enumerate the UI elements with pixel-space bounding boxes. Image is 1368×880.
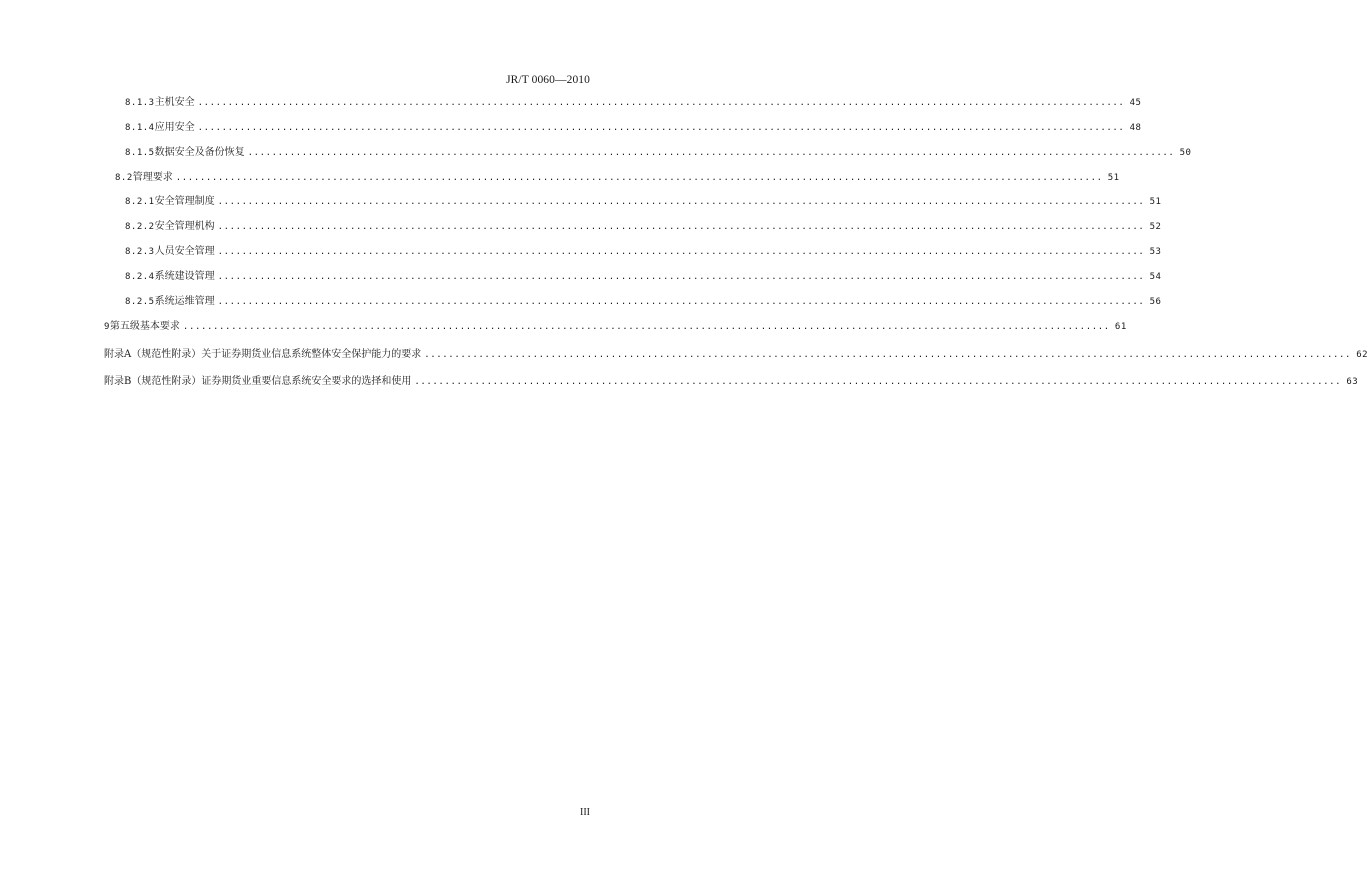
toc-entry-8-1-4[interactable] bbox=[125, 121, 1142, 135]
dot-leader: .......................................................................................................................................................... bbox=[217, 197, 1145, 207]
toc-entry-page: 51 bbox=[1149, 197, 1162, 207]
toc-entry-title: 应用安全 bbox=[154, 122, 195, 133]
toc-entry-title: 安全管理机构 bbox=[154, 221, 215, 232]
toc-entry-title: 人员安全管理 bbox=[154, 246, 215, 257]
dot-leader: .......................................................................................................................................................... bbox=[197, 98, 1125, 108]
toc-entry-8-1-5[interactable] bbox=[125, 146, 1192, 160]
toc-entry-page: 50 bbox=[1179, 148, 1192, 158]
toc-entry-number: 8.2 bbox=[115, 173, 133, 183]
toc-entry-appendix-b[interactable] bbox=[104, 375, 1359, 389]
toc-entry-number: 8.2.4 bbox=[125, 272, 155, 282]
toc-entry-number: 8.2.5 bbox=[125, 297, 155, 307]
dot-leader: .......................................................................................................................................................... bbox=[217, 297, 1145, 307]
toc-entry-page: 56 bbox=[1149, 297, 1162, 307]
dot-leader: .......................................................................................................................................................... bbox=[247, 148, 1175, 158]
dot-leader: .......................................................................................................................................................... bbox=[182, 322, 1110, 332]
toc-entry-title: 数据安全及备份恢复 bbox=[154, 147, 245, 158]
toc-entry-8-2-1[interactable] bbox=[125, 195, 1162, 209]
dot-leader: .......................................................................................................................................................... bbox=[217, 222, 1145, 232]
toc-entry-title: 系统运维管理 bbox=[154, 296, 215, 307]
toc-entry-number: 8.2.2 bbox=[125, 222, 155, 232]
toc-entry-number: 附录A（规范性附录） bbox=[104, 349, 202, 360]
dot-leader: .......................................................................................................................................................... bbox=[217, 272, 1145, 282]
document-code-header: JR/T 0060—2010 bbox=[506, 74, 590, 86]
toc-entry-number: 附录B（规范性附录） bbox=[104, 376, 202, 387]
toc-entry-title: 第五级基本要求 bbox=[109, 321, 180, 332]
toc-entry-number: 9 bbox=[104, 322, 110, 332]
dot-leader: .......................................................................................................................................................... bbox=[197, 123, 1125, 133]
toc-entry-8-2-2[interactable] bbox=[125, 220, 1162, 234]
toc-entry-page: 48 bbox=[1129, 123, 1142, 133]
toc-entry-page: 51 bbox=[1107, 173, 1120, 183]
toc-entry-title: 证券期货业重要信息系统安全要求的选择和使用 bbox=[201, 376, 412, 387]
toc-entry-page: 61 bbox=[1114, 322, 1127, 332]
toc-entry-title: 关于证券期货业信息系统整体安全保护能力的要求 bbox=[201, 349, 422, 360]
toc-entry-title: 管理要求 bbox=[132, 172, 173, 183]
toc-entry-8-2-5[interactable] bbox=[125, 295, 1162, 309]
toc-entry-8-1-3[interactable] bbox=[125, 96, 1142, 110]
toc-entry-title: 安全管理制度 bbox=[154, 196, 215, 207]
dot-leader: .......................................................................................................................................................... bbox=[414, 377, 1342, 387]
toc-entry-number: 8.1.3 bbox=[125, 98, 155, 108]
dot-leader: .......................................................................................................................................................... bbox=[175, 173, 1103, 183]
toc-entry-number: 8.1.4 bbox=[125, 123, 155, 133]
toc-entry-page: 54 bbox=[1149, 272, 1162, 282]
toc-entry-number: 8.2.1 bbox=[125, 197, 155, 207]
toc-entry-number: 8.1.5 bbox=[125, 148, 155, 158]
toc-entry-page: 53 bbox=[1149, 247, 1162, 257]
dot-leader: .......................................................................................................................................................... bbox=[424, 350, 1352, 360]
toc-entry-title: 系统建设管理 bbox=[154, 271, 215, 282]
toc-entry-title: 主机安全 bbox=[154, 97, 195, 108]
toc-entry-9[interactable] bbox=[104, 320, 1127, 334]
toc-entry-8-2-4[interactable] bbox=[125, 270, 1162, 284]
dot-leader: .......................................................................................................................................................... bbox=[217, 247, 1145, 257]
toc-entry-page: 62 bbox=[1356, 350, 1368, 360]
toc-entry-8-2-3[interactable] bbox=[125, 245, 1162, 259]
toc-entry-number: 8.2.3 bbox=[125, 247, 155, 257]
toc-entry-appendix-a[interactable] bbox=[104, 348, 1368, 362]
toc-entry-page: 63 bbox=[1346, 377, 1359, 387]
page-number-footer: III bbox=[580, 807, 590, 818]
toc-entry-page: 45 bbox=[1129, 98, 1142, 108]
toc-entry-8-2[interactable] bbox=[115, 171, 1120, 185]
toc-entry-page: 52 bbox=[1149, 222, 1162, 232]
